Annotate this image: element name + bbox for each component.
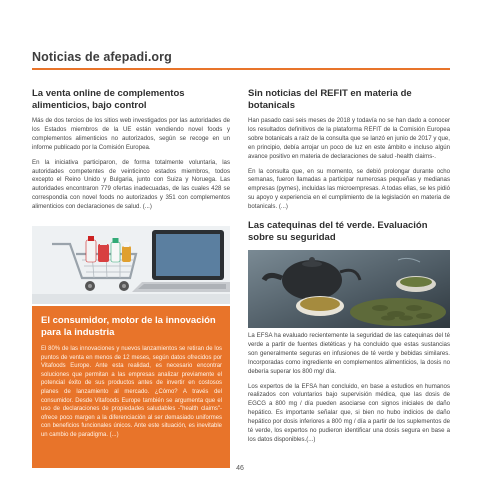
article-paragraph: En la consulta que, en su momento, se debió prolongar durante ocho semanas, fueron llamadas a participar numerosas pequeñas y medianas empresas (pymes), incluidas las microempresas. A todas ellas, se les pidió su apoyo y experiencia en el cumplimiento de la legislación en materia de botanicals. (...) [248, 167, 450, 211]
page-number: 46 [236, 465, 244, 472]
article-title: Las catequinas del té verde. Evaluación sobre su seguridad [248, 220, 428, 243]
article-paragraph: Más de dos tercios de los sitios web investigados por las autoridades de los Estados miembros de la UE están vendiendo novel foods y complementos alimenticios no autorizados, según se recoge en un informe publicado por la Comisión Europea. [32, 117, 230, 151]
article-refit [248, 88, 450, 218]
shopping-cart-laptop-image [32, 226, 230, 304]
article-paragraph: El 80% de las innovaciones y nuevos lanzamientos se retiran de los puntos de venta en menos de 12 meses, según datos ofrecidos por Vitafoods Europe. Ante esta realidad, es necesario encontrar soluciones que permitan a las empresas analizar previamente el potencial éxito de sus productos antes de invertir en costosos planes de lanzamiento al mercado. ¿Cómo? A través del consumidor. Desde Vitafoods Europe también se argumenta que el uso de declaraciones de propiedades saludables -"health claims"- ofrece poco margen a la diferenciación al ser demasiado uniformes con beneficios funcionales únicos. Ante este situación, es inevitable un cambio de paradigma. (...) [41, 346, 222, 438]
page-heading [32, 50, 450, 70]
article-title: Sin noticias del REFIT en materia de botanicals [248, 88, 412, 111]
article-title: La venta online de complementos alimenticios, bajo control [32, 88, 185, 111]
article-title: El consumidor, motor de la innovación para la industria [41, 315, 216, 338]
article-paragraph: Los expertos de la EFSA han concluido, en base a estudios en humanos realizados con voluntarios bajo supervisión médica, que las dosis de EGCG a 800 mg / día pueden asociarse con signos iniciales de daño hepático. Es importante señalar que, si bien no hubo indicios de daño hepático por dosis inferiores a 800 mg / día a partir de los suplementos de té verde, los expertos no pudieron identificar una dosis segura en base a los datos disponibles.(...) [248, 382, 450, 443]
article-paragraph: La EFSA ha evaluado recientemente la seguridad de las catequinas del té verde a partir de fuentes dietéticas y ha concluido que estas sustancias son generalmente seguras en infusiones de té verde y bebidas similares. Incorporadas como ingrediente en complementos alimenticios, la dosis no debería superar los 800 mg/ día. [248, 332, 450, 375]
article-tea-body [248, 332, 450, 451]
article-tea-header [248, 220, 450, 249]
consumer-article-box [32, 306, 230, 468]
article-paragraph: Han pasado casi seis meses de 2018 y todavía no se han dado a conocer los resultados definitivos de la plataforma REFIT de la Comisión Europea sobre botanicals a raíz de la consulta que se lanzó en junio de 2017 y que, en principio, debía arrojar un poco de luz en este ámbito e incluso algún avance positivo en materia de declaraciones de salud -health claims-. [248, 117, 450, 160]
page-title: Noticias de afepadi.org [32, 50, 172, 64]
title-underline [32, 68, 450, 70]
green-tea-image [248, 250, 450, 328]
article-online-sales [32, 88, 230, 218]
article-paragraph: En la iniciativa participaron, de forma totalmente voluntaria, las autoridades competentes de veinticinco estados miembros, todos excepto el Reino Unido y Bulgaria, junto con Suiza y Noruega. Las autoridades encontraron 779 ofertas inadecuadas, de las cuales 428 se correspondía con novel foods no autorizados y 351 con complementos alimenticios con declaraciones de salud. (...) [32, 158, 230, 211]
